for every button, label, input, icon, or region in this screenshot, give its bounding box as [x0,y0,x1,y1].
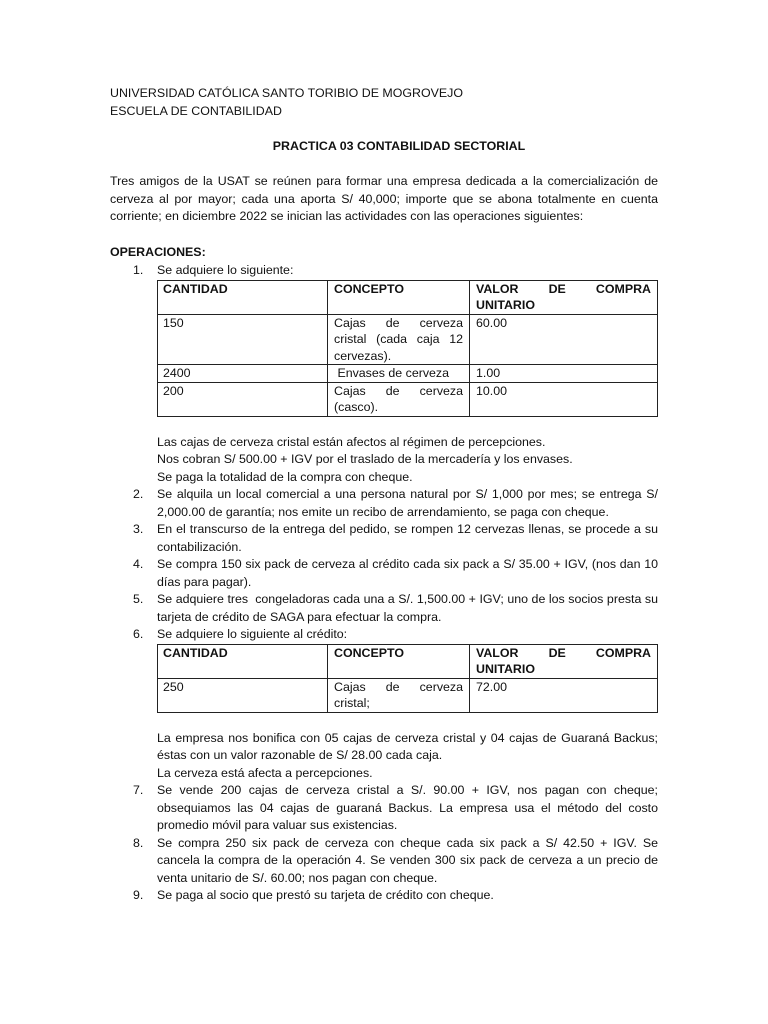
table-header-row [158,644,658,678]
cell-cantidad: 2400 [158,365,328,383]
operation-number: 2. [133,487,144,501]
header-cantidad: CANTIDAD [158,280,328,314]
operation-text: Se compra 150 six pack de cerveza al crédito cada six pack a S/ 35.00 + IGV, (nos dan 10 días para pagar). [157,557,658,589]
intro-paragraph: Tres amigos de la USAT se reúnen para formar una empresa dedicada a la comercialización de cerveza al por mayor; cada una aporta S/ 40,000; importe que se abona totalmente en cuenta corriente; en diciembre 2022 se inician las actividades con las operaciones siguientes: [110,174,658,223]
university-name: UNIVERSIDAD CATÓLICA SANTO TORIBIO DE MOGROVEJO [110,86,463,100]
cell-concepto: Envases de cerveza [328,365,470,383]
operation-1 [110,262,658,280]
cell-valor: 60.00 [470,314,658,365]
cell-concepto: Cajas de cerveza (casco). [328,382,470,416]
operation-number: 1. [133,263,144,277]
operation-number: 8. [133,835,144,850]
operation-6-note: La empresa nos bonifica con 05 cajas de cerveza cristal y 04 cajas de Guaraná Backus; éstas con un valor razonable de S/ 28.00 cada caja. [157,730,658,762]
operation-text: Se alquila un local comercial a una persona natural por S/ 1,000 por mes; se entrega S/ 2,000.00 de garantía; nos emite un recibo de arrendamiento, se paga con cheque. [157,487,658,519]
header-concepto: CONCEPTO [328,644,470,678]
table-header-row [158,280,658,314]
operation-1-note: Se paga la totalidad de la compra con cheque. [157,469,413,484]
table-row [158,365,658,383]
operation-text: Se compra 250 six pack de cerveza con cheque cada six pack a S/ 42.50 + IGV. Se cancela la compra de la operación 4. Se venden 300 six pack de cerveza a un precio de venta unitario de S/. 60.00; nos pagan con cheque. [157,835,658,885]
document-title: PRACTICA 03 CONTABILIDAD SECTORIAL [272,139,526,153]
cell-valor: 72.00 [470,678,658,712]
school-name: ESCUELA DE CONTABILIDAD [110,103,282,118]
operation-text: Se adquiere lo siguiente al crédito: [157,627,348,641]
header-valor: VALOR DE COMPRA UNITARIO [470,280,658,314]
operation-7 [110,782,658,835]
table-row [158,678,658,712]
operation-1-note: Nos cobran S/ 500.00 + IGV por el traslado de la mercadería y los envases. [157,452,573,466]
cell-concepto: Cajas de cerveza cristal (cada caja 12 cervezas). [328,314,470,365]
operation-number: 5. [133,592,144,606]
cell-valor: 10.00 [470,382,658,416]
operation-6 [110,626,658,644]
operation-8 [110,835,658,888]
operation-text: En el transcurso de la entrega del pedido, se rompen 12 cervezas llenas, se procede a su contabilización. [157,522,658,554]
cell-valor: 1.00 [470,365,658,383]
operation-1-note: Las cajas de cerveza cristal están afectos al régimen de percepciones. [157,434,546,449]
operation-text: Se vende 200 cajas de cerveza cristal a S/. 90.00 + IGV, nos pagan con cheque; obsequiamos las 04 cajas de guaraná Backus. La empresa usa el método del costo promedio móvil para valuar sus existencias. [157,783,658,832]
operation-number: 9. [133,888,144,902]
operation-5 [110,591,662,626]
cell-cantidad: 150 [158,314,328,365]
operation-3 [110,521,658,556]
operation-2 [110,486,658,521]
cell-concepto: Cajas de cerveza cristal; [328,678,470,712]
header-cantidad: CANTIDAD [158,644,328,678]
purchase-table-1 [157,280,658,417]
operation-number: 4. [133,557,144,571]
operation-6-note: La cerveza está afecta a percepciones. [157,765,373,780]
operation-text: Se adquiere tres congeladoras cada una a S/. 1,500.00 + IGV; uno de los socios presta su tarjeta de crédito de SAGA para efectuar la compra. [157,592,662,624]
operation-number: 3. [133,522,144,536]
operation-9 [110,887,658,905]
purchase-table-6 [157,644,658,713]
table-row [158,382,658,416]
cell-cantidad: 200 [158,382,328,416]
operation-4 [110,556,658,591]
operation-text: Se paga al socio que prestó su tarjeta de crédito con cheque. [157,888,494,902]
table-row [158,314,658,365]
header-concepto: CONCEPTO [328,280,470,314]
document-header [110,85,463,120]
cell-cantidad: 250 [158,678,328,712]
operation-text: Se adquiere lo siguiente: [157,263,294,277]
header-valor: VALOR DE COMPRA UNITARIO [470,644,658,678]
operation-number: 6. [133,627,144,641]
operations-list [110,262,662,905]
operations-heading: OPERACIONES: [110,245,206,259]
operation-number: 7. [133,783,144,797]
